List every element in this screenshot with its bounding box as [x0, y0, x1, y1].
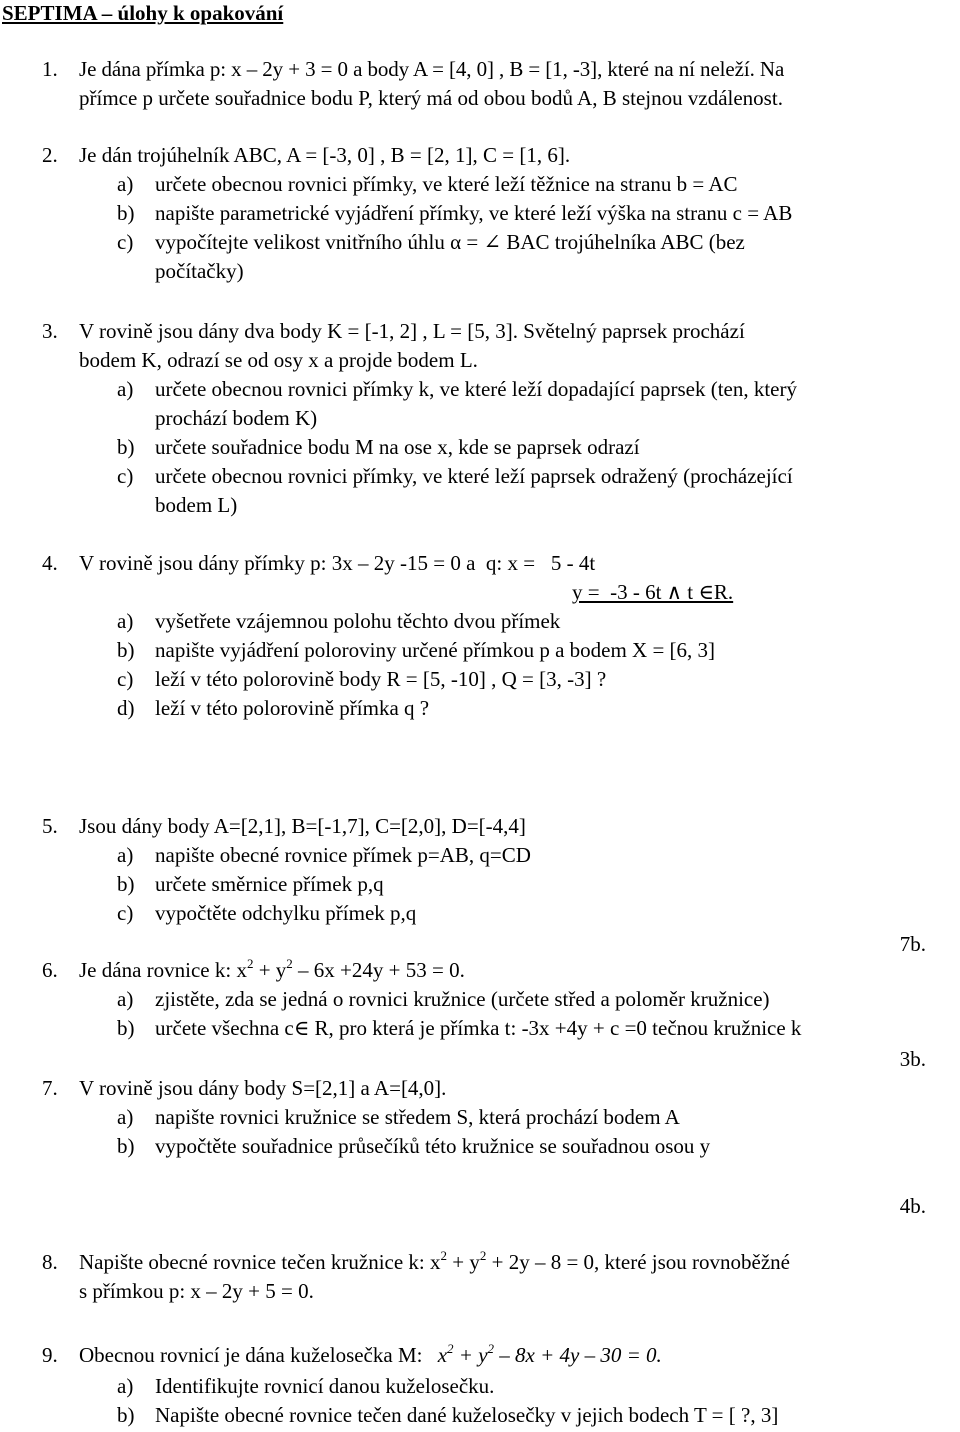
- subtask-label: b): [117, 638, 135, 662]
- problem-line: bodem K, odrazí se od osy x a projde bodem L.: [79, 348, 478, 372]
- subtask-label: a): [117, 609, 134, 633]
- subtask-list: [117, 1372, 954, 1430]
- subtask-b: [117, 199, 954, 228]
- subtask-text: bodem L): [155, 493, 238, 517]
- problem-line: y = -3 - 6t ∧ t ∈R.: [572, 580, 734, 604]
- score-label: 7b.: [899, 932, 926, 956]
- problem-number: 6.: [42, 958, 58, 982]
- subtask-b: [117, 636, 954, 665]
- subtask-list: [117, 375, 954, 520]
- subtask-text: prochází bodem K): [155, 406, 318, 430]
- exponent: 2: [246, 956, 254, 971]
- subtask-text: zjistěte, zda se jedná o rovnici kružnice (určete střed a poloměr kružnice): [155, 987, 770, 1011]
- problem-line: Je dána přímka p: x – 2y + 3 = 0 a body A = [4, 0] , B = [1, -3], které na ní neleží. Na: [79, 57, 785, 81]
- subtask-list: [117, 1103, 954, 1161]
- problem-text: [79, 317, 954, 375]
- subtask-text: napište parametrické vyjádření přímky, ve které leží výška na stranu c = AB: [155, 201, 793, 225]
- subtask-b: [117, 1401, 954, 1430]
- subtask-text: vyšetřete vzájemnou polohu těchto dvou přímek: [155, 609, 561, 633]
- equation-text: x: [437, 1343, 448, 1367]
- problem-number: 5.: [42, 814, 58, 838]
- problem-line: [79, 956, 954, 985]
- subtask-d: [117, 694, 954, 723]
- equation-text: Napište obecné rovnice tečen kružnice k: x: [79, 1250, 441, 1274]
- subtask-list: [117, 841, 954, 928]
- subtask-text: Napište obecné rovnice tečen dané kuželosečky v jejich bodech T = [ ?, 3]: [155, 1403, 779, 1427]
- subtask-label: a): [117, 1374, 134, 1398]
- problem-text: [79, 1341, 954, 1370]
- subtask-c: [117, 665, 954, 694]
- subtask-text: určete obecnou rovnici přímky, ve které leží těžnice na stranu b = AC: [155, 172, 738, 196]
- equation-text: + 2y – 8 = 0, které jsou rovnoběžné: [486, 1250, 790, 1274]
- problem-line: [79, 1248, 954, 1277]
- subtask-label: b): [117, 1016, 135, 1040]
- subtask-label: b): [117, 201, 135, 225]
- subtask-label: c): [117, 464, 134, 488]
- subtask-b: [117, 1132, 954, 1161]
- subtask-list: [117, 985, 960, 1043]
- subtask-label: a): [117, 1105, 134, 1129]
- subtask-text: leží v této polorovině body R = [5, -10] , Q = [3, -3] ?: [155, 667, 607, 691]
- problem-text: [79, 55, 954, 113]
- page-title: SEPTIMA – úlohy k opakování: [2, 1, 284, 25]
- subtask-text: určete obecnou rovnici přímky, ve které leží paprsek odražený (procházející: [155, 464, 793, 488]
- subtask-b: [117, 1014, 960, 1043]
- subtask-text: vypočítejte velikost vnitřního úhlu α = ∠ BAC trojúhelníka ABC (bez: [155, 230, 745, 254]
- problem-text: [79, 1074, 954, 1103]
- subtask-label: a): [117, 987, 134, 1011]
- subtask-c: [117, 462, 954, 520]
- subtask-label: c): [117, 230, 134, 254]
- problem-number: 7.: [42, 1076, 58, 1100]
- equation-text: + y: [453, 1343, 488, 1367]
- problem-line: V rovině jsou dány přímky p: 3x – 2y -15 = 0 a q: x = 5 - 4t: [79, 551, 596, 575]
- equation-text: + y: [253, 958, 287, 982]
- subtask-label: a): [117, 172, 134, 196]
- subtask-list: [117, 607, 954, 723]
- subtask-text: vypočtěte souřadnice průsečíků této kružnice se souřadnou osou y: [155, 1134, 711, 1158]
- problem-line: s přímkou p: x – 2y + 5 = 0.: [79, 1279, 314, 1303]
- subtask-a: [117, 1372, 954, 1401]
- problem-number: 4.: [42, 551, 58, 575]
- score-label: 4b.: [899, 1194, 926, 1218]
- subtask-text: určete směrnice přímek p,q: [155, 872, 384, 896]
- exponent: 2: [447, 1341, 454, 1356]
- subtask-label: d): [117, 696, 135, 720]
- subtask-text: vypočtěte odchylku přímek p,q: [155, 901, 417, 925]
- subtask-label: c): [117, 901, 134, 925]
- problem-text: [79, 956, 954, 985]
- exponent: 2: [440, 1248, 448, 1263]
- subtask-text: napište rovnici kružnice se středem S, která prochází bodem A: [155, 1105, 680, 1129]
- score-label: 3b.: [899, 1047, 926, 1071]
- subtask-label: b): [117, 435, 135, 459]
- problem-text: [79, 141, 954, 170]
- subtask-text: určete souřadnice bodu M na ose x, kde se paprsek odrazí: [155, 435, 640, 459]
- problem-number: 2.: [42, 143, 58, 167]
- exponent: 2: [286, 956, 293, 971]
- problem-line-text: Obecnou rovnicí je dána kuželosečka M:: [79, 1343, 423, 1367]
- problem-number: 9.: [42, 1343, 58, 1367]
- subtask-a: [117, 607, 954, 636]
- equation-text: – 6x +24y + 53 = 0.: [292, 958, 465, 982]
- subtask-a: [117, 985, 960, 1014]
- subtask-b: [117, 433, 954, 462]
- problem-line: [79, 1341, 954, 1370]
- subtask-b: [117, 870, 954, 899]
- subtask-text: napište vyjádření poloroviny určené přímkou p a bodem X = [6, 3]: [155, 638, 716, 662]
- subtask-list: [117, 170, 954, 286]
- subtask-a: [117, 170, 954, 199]
- subtask-label: b): [117, 872, 135, 896]
- subtask-a: [117, 1103, 954, 1132]
- subtask-a: [117, 841, 954, 870]
- problem-text: [79, 1248, 954, 1306]
- problem-line: Je dán trojúhelník ABC, A = [-3, 0] , B = [2, 1], C = [1, 6].: [79, 143, 571, 167]
- problem-number: 1.: [42, 57, 58, 81]
- subtask-a: [117, 375, 954, 433]
- equation-text: – 8x + 4y – 30 = 0.: [494, 1343, 662, 1367]
- problem-number: 3.: [42, 319, 58, 343]
- subtask-text: určete všechna c∈ R, pro která je přímka t: -3x +4y + c =0 tečnou kružnice k: [155, 1016, 802, 1040]
- subtask-text: počítačky): [155, 259, 244, 283]
- problem-text: [79, 812, 954, 841]
- exponent: 2: [479, 1248, 487, 1263]
- problem-number: 8.: [42, 1250, 58, 1274]
- subtask-label: b): [117, 1134, 135, 1158]
- problem-text: [79, 549, 954, 607]
- subtask-text: napište obecné rovnice přímek p=AB, q=CD: [155, 843, 531, 867]
- subtask-text: určete obecnou rovnici přímky k, ve které leží dopadající paprsek (ten, který: [155, 377, 797, 401]
- conic-equation: [438, 1343, 662, 1367]
- problem-line: přímce p určete souřadnice bodu P, který má od obou bodů A, B stejnou vzdálenost.: [79, 86, 783, 110]
- equation-text: Je dána rovnice k: x: [79, 958, 247, 982]
- subtask-c: [117, 228, 954, 286]
- problem-line: V rovině jsou dány body S=[2,1] a A=[4,0].: [79, 1076, 447, 1100]
- problem-line: Jsou dány body A=[2,1], B=[-1,7], C=[2,0], D=[-4,4]: [79, 814, 526, 838]
- equation-text: + y: [447, 1250, 480, 1274]
- problem-line: V rovině jsou dány dva body K = [-1, 2] , L = [5, 3]. Světelný paprsek prochází: [79, 319, 745, 343]
- subtask-label: c): [117, 667, 134, 691]
- subtask-label: a): [117, 377, 134, 401]
- subtask-text: Identifikujte rovnicí danou kuželosečku.: [155, 1374, 495, 1398]
- subtask-c: [117, 899, 954, 928]
- subtask-label: b): [117, 1403, 135, 1427]
- exponent: 2: [487, 1341, 495, 1356]
- subtask-label: a): [117, 843, 134, 867]
- subtask-text: leží v této polorovině přímka q ?: [155, 696, 430, 720]
